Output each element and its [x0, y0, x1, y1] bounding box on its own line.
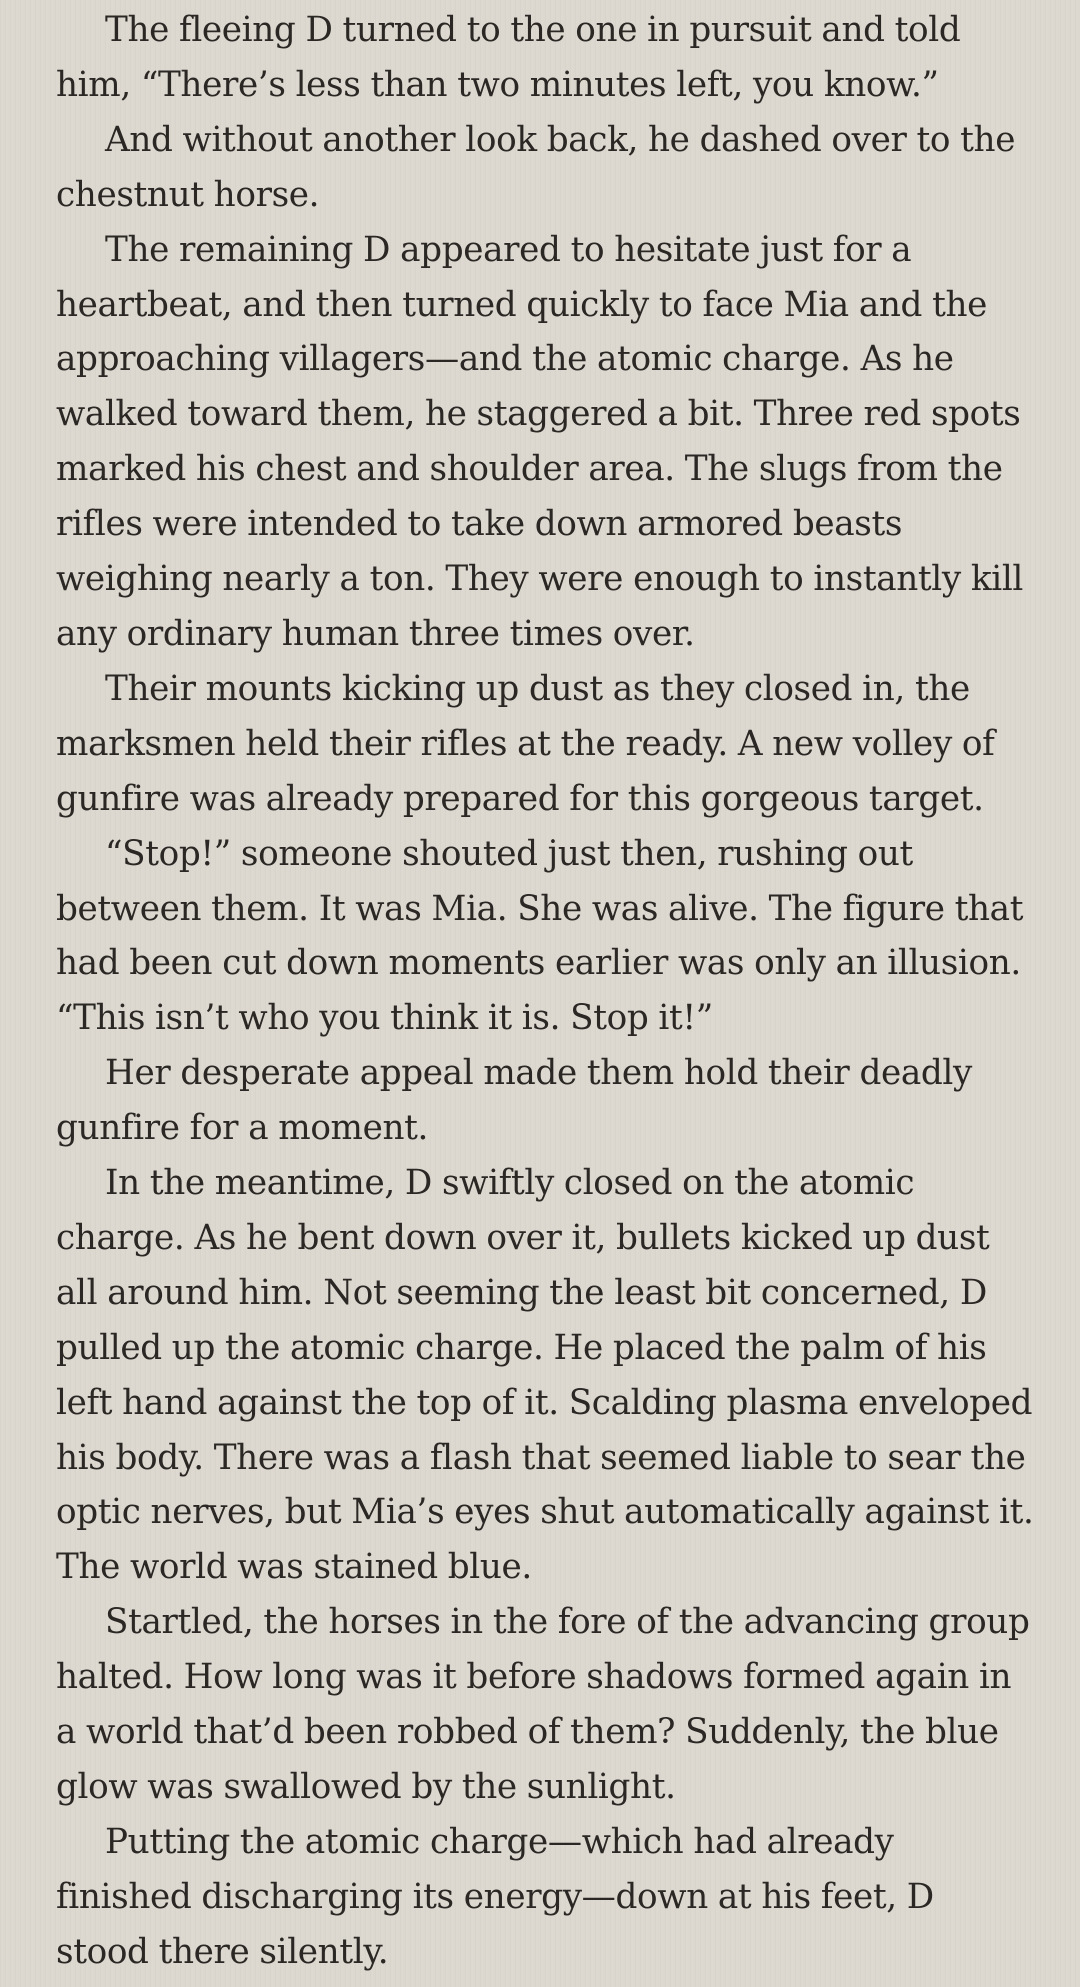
paragraph-7: In the meantime, D swiftly closed on the atomic charge. As he bent down over it, bullets kicked up dust all around him. Not seeming the least bit concerned, D pulled up the atomic charge. He placed the palm of his left hand against the top of it. Scalding plasma enveloped his body. There was a flash that seemed liable to sear the optic nerves, but Mia’s eyes shut automatically against it. The world was stained blue.	[56, 1163, 1034, 1588]
reader-page[interactable]	[56, 3, 1034, 1980]
paragraph-8: Startled, the horses in the fore of the advancing group halted. How long was it before shadows formed again in a world that’d been robbed of them? Suddenly, the blue glow was swallowed by the sunlight.	[56, 1602, 1030, 1807]
paragraph-2: And without another look back, he dashed over to the chestnut horse.	[56, 119, 1016, 215]
paragraph-9: Putting the atomic charge—which had already finished discharging its energy—down at his feet, D stood there silently.	[56, 1821, 934, 1972]
paragraph-4: Their mounts kicking up dust as they closed in, the marksmen held their rifles at the ready. A new volley of gunfire was already prepared for this gorgeous target.	[56, 668, 995, 819]
paragraph-3: The remaining D appeared to hesitate just for a heartbeat, and then turned quickly to face Mia and the approaching villagers—and the atomic charge. As he walked toward them, he staggered a bit. Three red spots marked his chest and shoulder area. The slugs from the rifles were intended to take down armored beasts weighing nearly a ton. They were enough to instantly kill any ordinary human three times over.	[56, 229, 1023, 654]
paragraph-1: The fleeing D turned to the one in pursuit and told him, “There’s less than two minutes left, you know.”	[56, 10, 961, 105]
paragraph-5: “Stop!” someone shouted just then, rushing out between them. It was Mia. She was alive. The figure that had been cut down moments earlier was only an illusion. “This isn’t who you think it is. Stop it!”	[56, 833, 1024, 1039]
paragraph-6: Her desperate appeal made them hold their deadly gunfire for a moment.	[56, 1053, 972, 1149]
